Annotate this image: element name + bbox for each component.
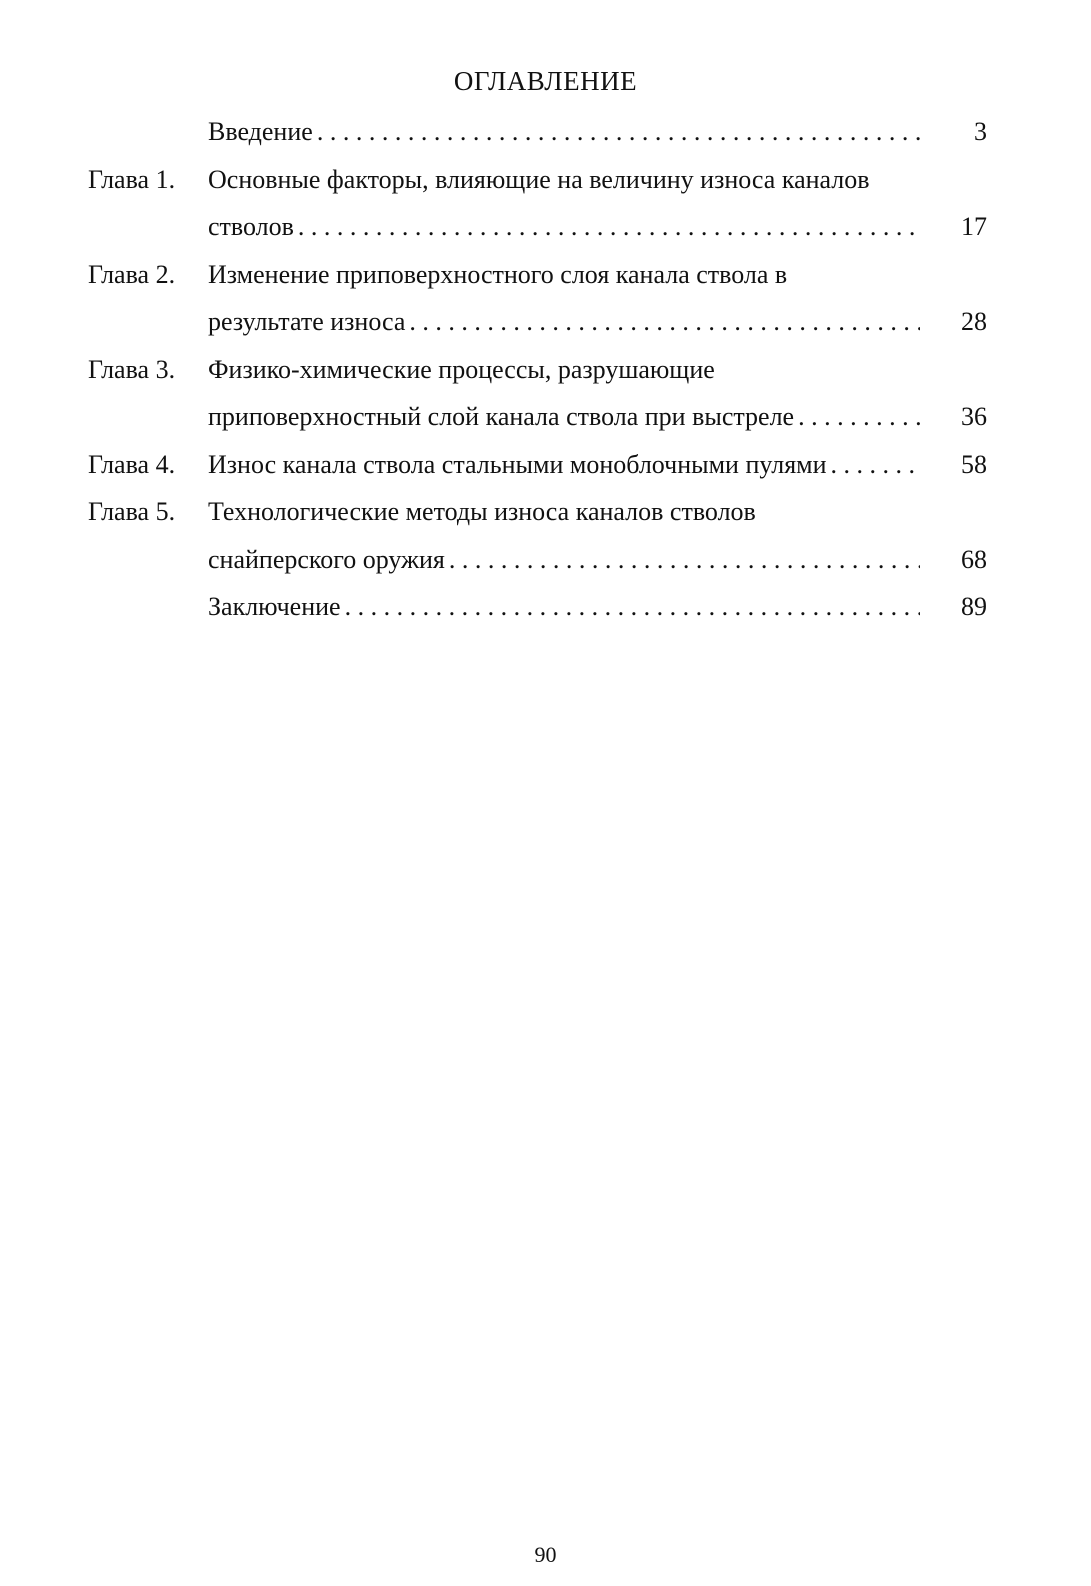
toc-entry-introduction (0, 108, 1091, 156)
toc-leader-dots (317, 108, 920, 156)
toc-leader-dots (449, 536, 920, 584)
toc-entry-chapter-4 (0, 441, 1091, 489)
toc-entry-title: Износ канала ствола стальными моноблочными пулями (208, 449, 827, 479)
toc-leader-dots (798, 393, 920, 441)
page-number: 90 (534, 1542, 557, 1567)
toc-title: ОГЛАВЛЕНИЕ (453, 66, 638, 96)
toc-entry-title-line: Основные факторы, влияющие на величину износа каналов (208, 164, 870, 194)
toc-entry-chapter-1 (0, 156, 1091, 251)
toc-page-number: 3 (974, 117, 987, 146)
toc-page-number: 28 (961, 307, 987, 336)
toc-chapter-label: Глава 2. (88, 259, 176, 289)
toc-entry-title: стволов (208, 212, 294, 241)
toc-page-number: 58 (961, 449, 987, 479)
toc-entry-title: результате износа (208, 307, 406, 336)
toc-page-number: 36 (961, 402, 987, 431)
toc-page-number: 68 (961, 544, 987, 574)
toc-entry-title: Введение (208, 117, 313, 146)
toc-leader-dots (298, 203, 920, 251)
toc-entry-title-line: Физико-химические процессы, разрушающие (208, 354, 715, 384)
toc-entry-chapter-2 (0, 251, 1091, 346)
toc-chapter-label: Глава 3. (88, 354, 176, 384)
table-of-contents (0, 108, 1091, 631)
toc-entry-title-line: Технологические методы износа каналов стволов (208, 497, 756, 526)
toc-chapter-label: Глава 4. (88, 449, 176, 479)
toc-entry-title: приповерхностный слой канала ствола при выстреле (208, 402, 795, 431)
toc-page-number: 17 (961, 212, 987, 241)
toc-chapter-label: Глава 5. (88, 497, 176, 526)
toc-page-number: 89 (961, 592, 987, 621)
toc-leader-dots (345, 583, 920, 631)
toc-leader-dots (831, 441, 920, 489)
toc-chapter-label: Глава 1. (88, 164, 176, 194)
toc-entry-title: снайперского оружия (208, 544, 445, 574)
toc-entry-chapter-5 (0, 488, 1091, 583)
toc-entry-chapter-3 (0, 346, 1091, 441)
toc-entry-title: Заключение (208, 592, 341, 621)
toc-entry-conclusion (0, 583, 1091, 631)
toc-entry-title-line: Изменение приповерхностного слоя канала ствола в (208, 259, 788, 289)
toc-leader-dots (409, 298, 920, 346)
